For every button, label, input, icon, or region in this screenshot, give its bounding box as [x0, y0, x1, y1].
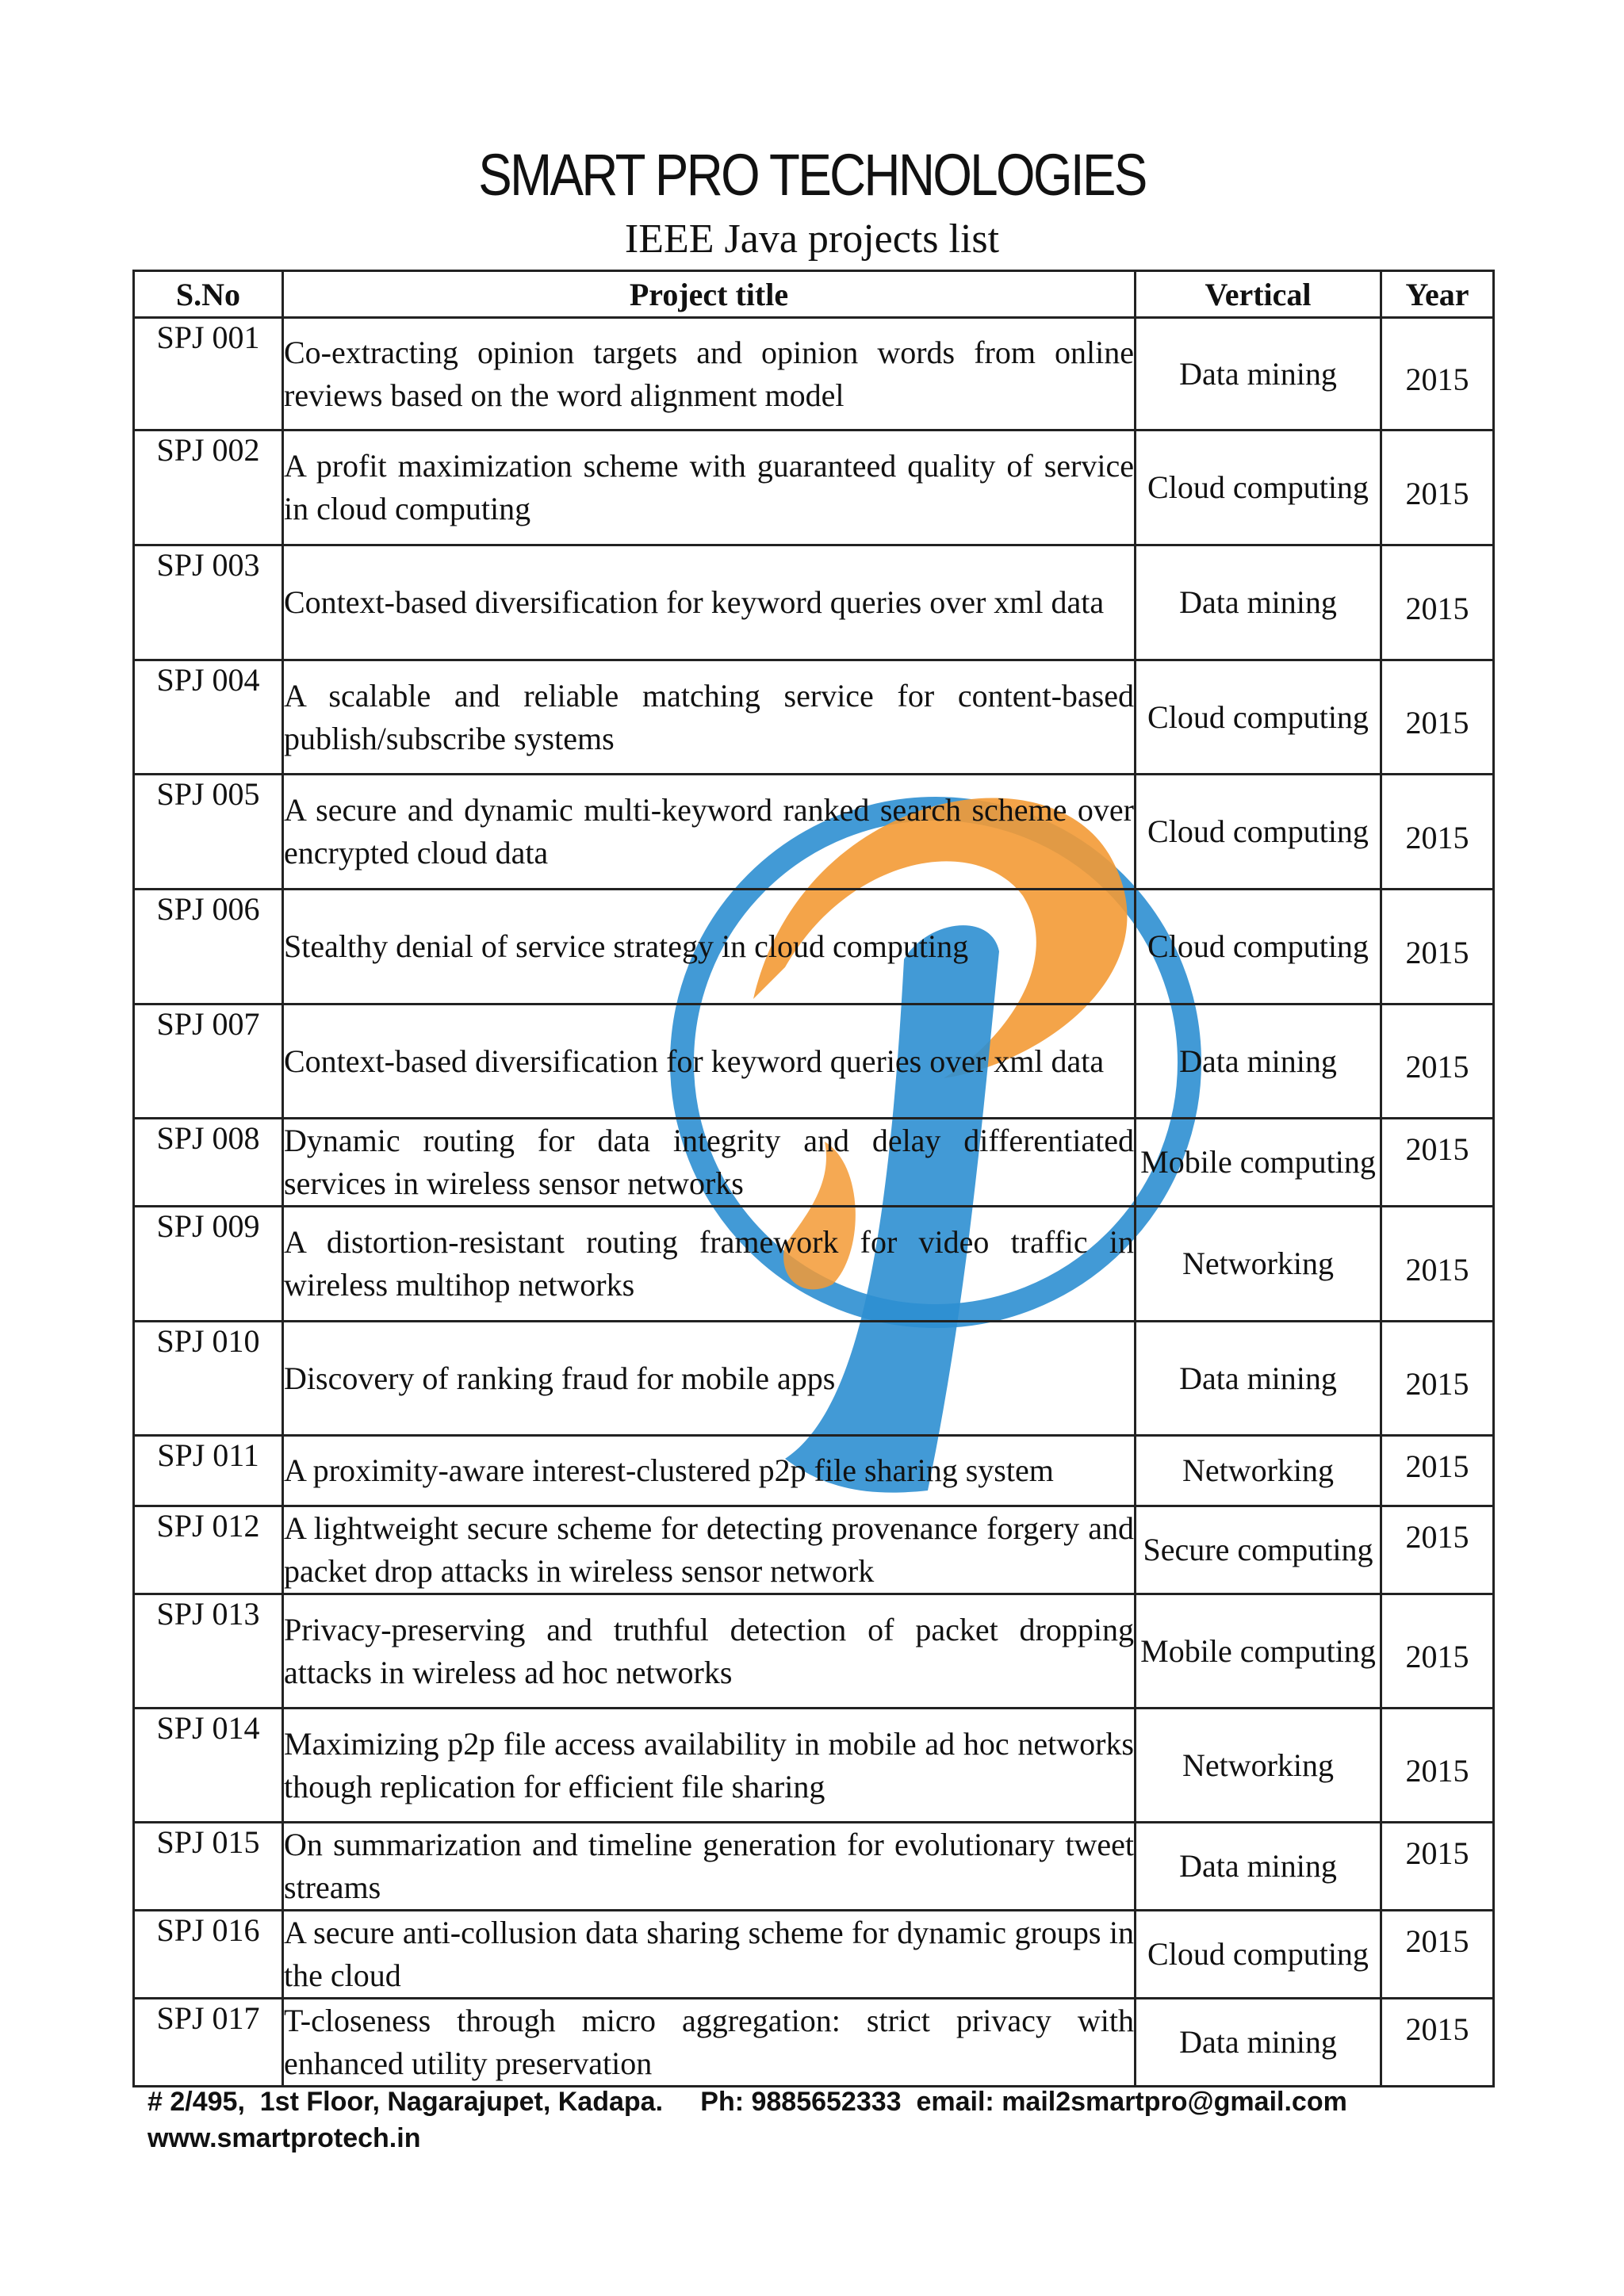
cell-sno: SPJ 005 [134, 775, 283, 890]
cell-title: Co-extracting opinion targets and opinion words from online reviews based on the word alignment model [283, 318, 1136, 430]
table-row [134, 1004, 1494, 1119]
table-row [134, 775, 1494, 890]
cell-sno: SPJ 006 [134, 890, 283, 1004]
list-subtitle: IEEE Java projects list [624, 216, 1000, 262]
column-header-year: Year [1381, 271, 1494, 318]
cell-vertical: Networking [1136, 1436, 1381, 1506]
cell-year: 2015 [1381, 1709, 1494, 1823]
cell-vertical: Data mining [1136, 1999, 1381, 2087]
cell-title: Context-based diversification for keyword queries over xml data [283, 1004, 1136, 1119]
cell-vertical: Cloud computing [1136, 775, 1381, 890]
cell-title: A distortion-resistant routing framework for video traffic in wireless multihop networks [283, 1207, 1136, 1322]
cell-year: 2015 [1381, 1322, 1494, 1436]
cell-year: 2015 [1381, 1436, 1494, 1506]
projects-table [132, 270, 1495, 2087]
cell-vertical: Data mining [1136, 318, 1381, 430]
cell-vertical: Secure computing [1136, 1506, 1381, 1594]
cell-vertical: Cloud computing [1136, 430, 1381, 545]
table-row [134, 1911, 1494, 1999]
cell-vertical: Networking [1136, 1207, 1381, 1322]
table-header-row [134, 271, 1494, 318]
cell-vertical: Cloud computing [1136, 1911, 1381, 1999]
cell-title: Stealthy denial of service strategy in cloud computing [283, 890, 1136, 1004]
cell-vertical: Cloud computing [1136, 890, 1381, 1004]
cell-year: 2015 [1381, 1594, 1494, 1709]
cell-title: Privacy-preserving and truthful detection of packet dropping attacks in wireless ad hoc networks [283, 1594, 1136, 1709]
cell-year: 2015 [1381, 660, 1494, 775]
cell-title: A scalable and reliable matching service for content-based publish/subscribe systems [283, 660, 1136, 775]
cell-sno: SPJ 010 [134, 1322, 283, 1436]
column-header-sno: S.No [134, 271, 283, 318]
cell-title: A profit maximization scheme with guaranteed quality of service in cloud computing [283, 430, 1136, 545]
cell-sno: SPJ 012 [134, 1506, 283, 1594]
cell-year: 2015 [1381, 775, 1494, 890]
cell-year: 2015 [1381, 1823, 1494, 1911]
cell-year: 2015 [1381, 1119, 1494, 1207]
cell-sno: SPJ 011 [134, 1436, 283, 1506]
cell-title: Context-based diversification for keyword queries over xml data [283, 545, 1136, 660]
cell-vertical: Cloud computing [1136, 660, 1381, 775]
cell-year: 2015 [1381, 1207, 1494, 1322]
table-row [134, 1823, 1494, 1911]
cell-title: On summarization and timeline generation for evolutionary tweet streams [283, 1823, 1136, 1911]
cell-sno: SPJ 016 [134, 1911, 283, 1999]
cell-vertical: Data mining [1136, 1004, 1381, 1119]
cell-sno: SPJ 015 [134, 1823, 283, 1911]
cell-title: A secure and dynamic multi-keyword ranked search scheme over encrypted cloud data [283, 775, 1136, 890]
cell-vertical: Mobile computing [1136, 1594, 1381, 1709]
table-row [134, 1119, 1494, 1207]
cell-vertical: Networking [1136, 1709, 1381, 1823]
cell-year: 2015 [1381, 430, 1494, 545]
table-row [134, 1436, 1494, 1506]
cell-sno: SPJ 014 [134, 1709, 283, 1823]
cell-vertical: Data mining [1136, 1322, 1381, 1436]
cell-sno: SPJ 017 [134, 1999, 283, 2087]
cell-year: 2015 [1381, 318, 1494, 430]
cell-title: A secure anti-collusion data sharing scheme for dynamic groups in the cloud [283, 1911, 1136, 1999]
table-row [134, 1594, 1494, 1709]
footer-email: email: mail2smartpro@gmail.com [916, 2087, 1347, 2117]
cell-sno: SPJ 013 [134, 1594, 283, 1709]
footer-phone: Ph: 9885652333 [700, 2087, 902, 2117]
table-row [134, 890, 1494, 1004]
column-header-vertical: Vertical [1136, 271, 1381, 318]
cell-title: Dynamic routing for data integrity and delay differentiated services in wireless sensor networks [283, 1119, 1136, 1207]
table-row [134, 1506, 1494, 1594]
column-header-title: Project title [283, 271, 1136, 318]
cell-year: 2015 [1381, 1999, 1494, 2087]
cell-sno: SPJ 003 [134, 545, 283, 660]
cell-sno: SPJ 002 [134, 430, 283, 545]
cell-title: A lightweight secure scheme for detecting provenance forgery and packet drop attacks in wireless sensor network [283, 1506, 1136, 1594]
contact-footer [147, 2084, 1347, 2156]
table-row [134, 1322, 1494, 1436]
cell-title: T-closeness through micro aggregation: strict privacy with enhanced utility preservation [283, 1999, 1136, 2087]
cell-vertical: Mobile computing [1136, 1119, 1381, 1207]
cell-sno: SPJ 001 [134, 318, 283, 430]
cell-vertical: Data mining [1136, 545, 1381, 660]
company-title: SMART PRO TECHNOLOGIES [478, 142, 1146, 208]
cell-sno: SPJ 007 [134, 1004, 283, 1119]
cell-title: Discovery of ranking fraud for mobile apps [283, 1322, 1136, 1436]
cell-year: 2015 [1381, 545, 1494, 660]
cell-year: 2015 [1381, 1506, 1494, 1594]
table-row [134, 1207, 1494, 1322]
cell-sno: SPJ 004 [134, 660, 283, 775]
cell-year: 2015 [1381, 890, 1494, 1004]
table-row [134, 430, 1494, 545]
table-row [134, 545, 1494, 660]
cell-title: Maximizing p2p file access availability in mobile ad hoc networks though replication for efficient file sharing [283, 1709, 1136, 1823]
table-row [134, 318, 1494, 430]
footer-website: www.smartprotech.in [147, 2123, 421, 2153]
cell-year: 2015 [1381, 1004, 1494, 1119]
cell-sno: SPJ 009 [134, 1207, 283, 1322]
cell-vertical: Data mining [1136, 1823, 1381, 1911]
footer-address: # 2/495, 1st Floor, Nagarajupet, Kadapa. [147, 2087, 664, 2117]
cell-sno: SPJ 008 [134, 1119, 283, 1207]
table-row [134, 660, 1494, 775]
table-row [134, 1709, 1494, 1823]
cell-year: 2015 [1381, 1911, 1494, 1999]
cell-title: A proximity-aware interest-clustered p2p file sharing system [283, 1436, 1136, 1506]
table-row [134, 1999, 1494, 2087]
